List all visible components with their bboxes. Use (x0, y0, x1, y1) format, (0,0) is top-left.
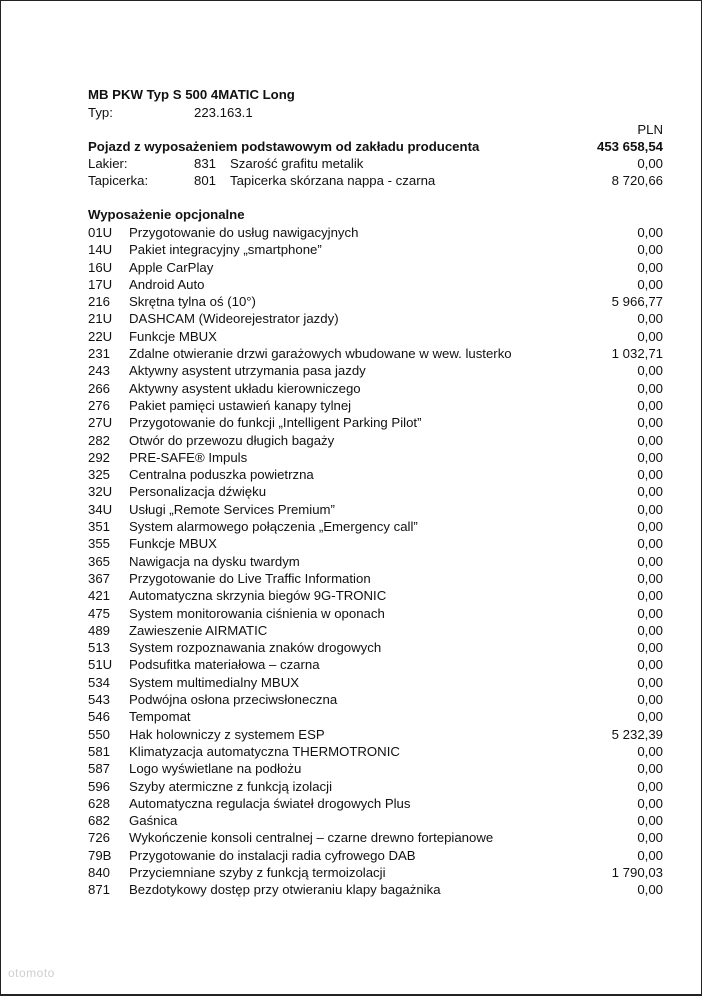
option-code: 351 (88, 519, 111, 535)
option-price: 0,00 (637, 813, 663, 829)
option-price: 0,00 (637, 709, 663, 725)
type-label: Typ: (88, 105, 113, 120)
option-description: Pakiet pamięci ustawień kanapy tylnej (129, 397, 352, 413)
option-price: 0,00 (637, 674, 663, 690)
option-description: Przygotowanie do instalacji radia cyfrowego DAB (129, 847, 416, 863)
optional-equipment-list (0, 224, 704, 899)
option-description: Szyby atermiczne z funkcją izolacji (129, 778, 333, 794)
option-code: 355 (88, 536, 111, 552)
option-code: 243 (88, 363, 111, 379)
option-code: 367 (88, 570, 111, 586)
option-code: 546 (88, 709, 111, 725)
option-description: Pakiet integracyjny „smartphone” (129, 242, 322, 258)
list-item (0, 345, 704, 362)
option-price: 0,00 (637, 778, 663, 794)
option-description: Android Auto (129, 276, 205, 292)
option-price: 0,00 (637, 657, 663, 673)
list-item (0, 847, 704, 864)
option-code: 543 (88, 692, 111, 708)
option-code: 871 (88, 882, 111, 898)
option-description: Tempomat (129, 709, 191, 725)
option-price: 0,00 (637, 553, 663, 569)
type-value: 223.163.1 (194, 105, 253, 120)
option-code: 216 (88, 294, 111, 310)
option-description: Wykończenie konsoli centralnej – czarne drewno fortepianowe (129, 830, 494, 846)
list-item (0, 743, 704, 760)
option-description: Automatyczna skrzynia biegów 9G-TRONIC (129, 588, 387, 604)
option-description: Hak holowniczy z systemem ESP (129, 726, 325, 742)
option-code: 421 (88, 588, 111, 604)
option-price: 0,00 (637, 882, 663, 898)
option-description: Funkcje MBUX (129, 328, 217, 344)
option-code: 276 (88, 397, 111, 413)
paint-label: Lakier: (88, 156, 128, 171)
paint-code: 831 (194, 156, 217, 171)
option-price: 0,00 (637, 519, 663, 535)
option-description: Automatyczna regulacja świateł drogowych Plus (129, 795, 411, 811)
option-code: 513 (88, 640, 111, 656)
list-item (0, 310, 704, 327)
list-item (0, 674, 704, 691)
option-code: 628 (88, 795, 111, 811)
option-code: 34U (88, 501, 113, 517)
option-price: 0,00 (637, 484, 663, 500)
option-code: 489 (88, 622, 111, 638)
list-item (0, 708, 704, 725)
option-description: Klimatyzacja automatyczna THERMOTRONIC (129, 743, 400, 759)
option-description: System alarmowego połączenia „Emergency call” (129, 519, 418, 535)
option-price: 0,00 (637, 640, 663, 656)
list-item (0, 518, 704, 535)
option-price: 0,00 (637, 276, 663, 292)
currency-row (0, 121, 704, 138)
option-description: Podwójna osłona przeciwsłoneczna (129, 692, 338, 708)
option-code: 840 (88, 864, 111, 880)
option-description: System rozpoznawania znaków drogowych (129, 640, 382, 656)
list-item (0, 829, 704, 846)
list-item (0, 726, 704, 743)
list-item (0, 622, 704, 639)
option-description: Otwór do przewozu długich bagaży (129, 432, 335, 448)
paint-row (0, 155, 704, 172)
document-title: MB PKW Typ S 500 4MATIC Long (88, 87, 295, 102)
option-code: 21U (88, 311, 113, 327)
type-row (0, 104, 704, 121)
option-code: 475 (88, 605, 111, 621)
option-code: 79B (88, 847, 112, 863)
option-description: Skrętna tylna oś (10°) (129, 294, 256, 310)
option-price: 0,00 (637, 449, 663, 465)
upholstery-price: 8 720,66 (611, 173, 663, 188)
option-code: 22U (88, 328, 113, 344)
option-description: System monitorowania ciśnienia w oponach (129, 605, 385, 621)
option-price: 5 966,77 (611, 294, 663, 310)
option-description: Bezdotykowy dostęp przy otwieraniu klapy bagażnika (129, 882, 441, 898)
option-code: 16U (88, 259, 113, 275)
list-item (0, 778, 704, 795)
list-item (0, 483, 704, 500)
option-description: Przygotowanie do Live Traffic Information (129, 570, 371, 586)
base-vehicle-row (0, 138, 704, 155)
list-item (0, 432, 704, 449)
list-item (0, 760, 704, 777)
option-description: DASHCAM (Wideorejestrator jazdy) (129, 311, 339, 327)
option-description: Przygotowanie do usług nawigacyjnych (129, 225, 359, 240)
optional-equipment-title: Wyposażenie opcjonalne (88, 207, 245, 222)
list-item (0, 570, 704, 587)
option-price: 0,00 (637, 380, 663, 396)
option-description: Logo wyświetlane na podłożu (129, 761, 302, 777)
list-item (0, 795, 704, 812)
option-price: 5 232,39 (611, 726, 663, 742)
list-item (0, 535, 704, 552)
option-code: 17U (88, 276, 113, 292)
list-item (0, 224, 704, 241)
option-description: Usługi „Remote Services Premium” (129, 501, 335, 517)
option-code: 01U (88, 225, 113, 240)
option-code: 581 (88, 743, 111, 759)
option-description: Zdalne otwieranie drzwi garażowych wbudowane w wew. lusterko (129, 346, 512, 362)
option-description: Przyciemniane szyby z funkcją termoizolacji (129, 864, 386, 880)
option-code: 51U (88, 657, 113, 673)
option-code: 596 (88, 778, 111, 794)
list-item (0, 380, 704, 397)
list-item (0, 881, 704, 898)
upholstery-row (0, 172, 704, 189)
option-price: 0,00 (637, 605, 663, 621)
list-item (0, 812, 704, 829)
option-code: 14U (88, 242, 113, 258)
list-item (0, 864, 704, 881)
list-item (0, 501, 704, 518)
option-price: 0,00 (637, 795, 663, 811)
option-code: 365 (88, 553, 111, 569)
option-price: 0,00 (637, 501, 663, 517)
list-item (0, 605, 704, 622)
base-vehicle-price: 453 658,54 (596, 139, 663, 154)
option-code: 266 (88, 380, 111, 396)
option-description: System multimedialny MBUX (129, 674, 300, 690)
option-code: 682 (88, 813, 111, 829)
currency-label: PLN (637, 122, 663, 137)
option-price: 0,00 (637, 847, 663, 863)
option-description: Gaśnica (129, 813, 178, 829)
option-description: PRE-SAFE® Impuls (129, 449, 248, 465)
upholstery-label: Tapicerka: (88, 173, 149, 188)
option-price: 0,00 (637, 415, 663, 431)
option-description: Zawieszenie AIRMATIC (129, 622, 268, 638)
option-price: 1 032,71 (611, 346, 663, 362)
option-price: 0,00 (637, 259, 663, 275)
option-description: Aktywny asystent utrzymania pasa jazdy (129, 363, 366, 379)
list-item (0, 241, 704, 258)
list-item (0, 587, 704, 604)
option-price: 1 790,03 (611, 864, 663, 880)
list-item (0, 639, 704, 656)
option-price: 0,00 (637, 467, 663, 483)
list-item (0, 259, 704, 276)
option-description: Podsufitka materiałowa – czarna (129, 657, 320, 673)
option-price: 0,00 (637, 743, 663, 759)
option-code: 282 (88, 432, 111, 448)
option-description: Nawigacja na dysku twardym (129, 553, 300, 569)
option-code: 32U (88, 484, 113, 500)
list-item (0, 397, 704, 414)
upholstery-code: 801 (194, 173, 217, 188)
paint-price: 0,00 (637, 156, 663, 171)
option-code: 534 (88, 674, 111, 690)
option-price: 0,00 (637, 397, 663, 413)
option-price: 0,00 (637, 242, 663, 258)
list-item (0, 449, 704, 466)
option-price: 0,00 (637, 830, 663, 846)
list-item (0, 466, 704, 483)
watermark: otomoto (8, 966, 55, 980)
option-code: 726 (88, 830, 111, 846)
list-item (0, 276, 704, 293)
upholstery-description: Tapicerka skórzana nappa - czarna (230, 173, 436, 188)
list-item (0, 328, 704, 345)
list-item (0, 362, 704, 379)
option-code: 292 (88, 449, 111, 465)
list-item (0, 414, 704, 431)
option-price: 0,00 (637, 570, 663, 586)
list-item (0, 553, 704, 570)
option-description: Przygotowanie do funkcji „Intelligent Parking Pilot” (129, 415, 422, 431)
option-description: Centralna poduszka powietrzna (129, 467, 314, 483)
option-price: 0,00 (637, 432, 663, 448)
option-code: 550 (88, 726, 111, 742)
option-price: 0,00 (637, 588, 663, 604)
option-code: 231 (88, 346, 111, 362)
option-description: Apple CarPlay (129, 259, 214, 275)
option-price: 0,00 (637, 692, 663, 708)
option-code: 587 (88, 761, 111, 777)
list-item (0, 293, 704, 310)
option-price: 0,00 (637, 225, 663, 240)
base-vehicle-label: Pojazd z wyposażeniem podstawowym od zakładu producenta (88, 139, 480, 154)
paint-description: Szarość grafitu metalik (230, 156, 364, 171)
option-description: Aktywny asystent układu kierowniczego (129, 380, 361, 396)
option-price: 0,00 (637, 622, 663, 638)
option-price: 0,00 (637, 311, 663, 327)
option-description: Funkcje MBUX (129, 536, 217, 552)
option-price: 0,00 (637, 761, 663, 777)
list-item (0, 656, 704, 673)
option-code: 325 (88, 467, 111, 483)
option-price: 0,00 (637, 536, 663, 552)
option-price: 0,00 (637, 328, 663, 344)
list-item (0, 691, 704, 708)
option-price: 0,00 (637, 363, 663, 379)
option-code: 27U (88, 415, 113, 431)
option-description: Personalizacja dźwięku (129, 484, 267, 500)
